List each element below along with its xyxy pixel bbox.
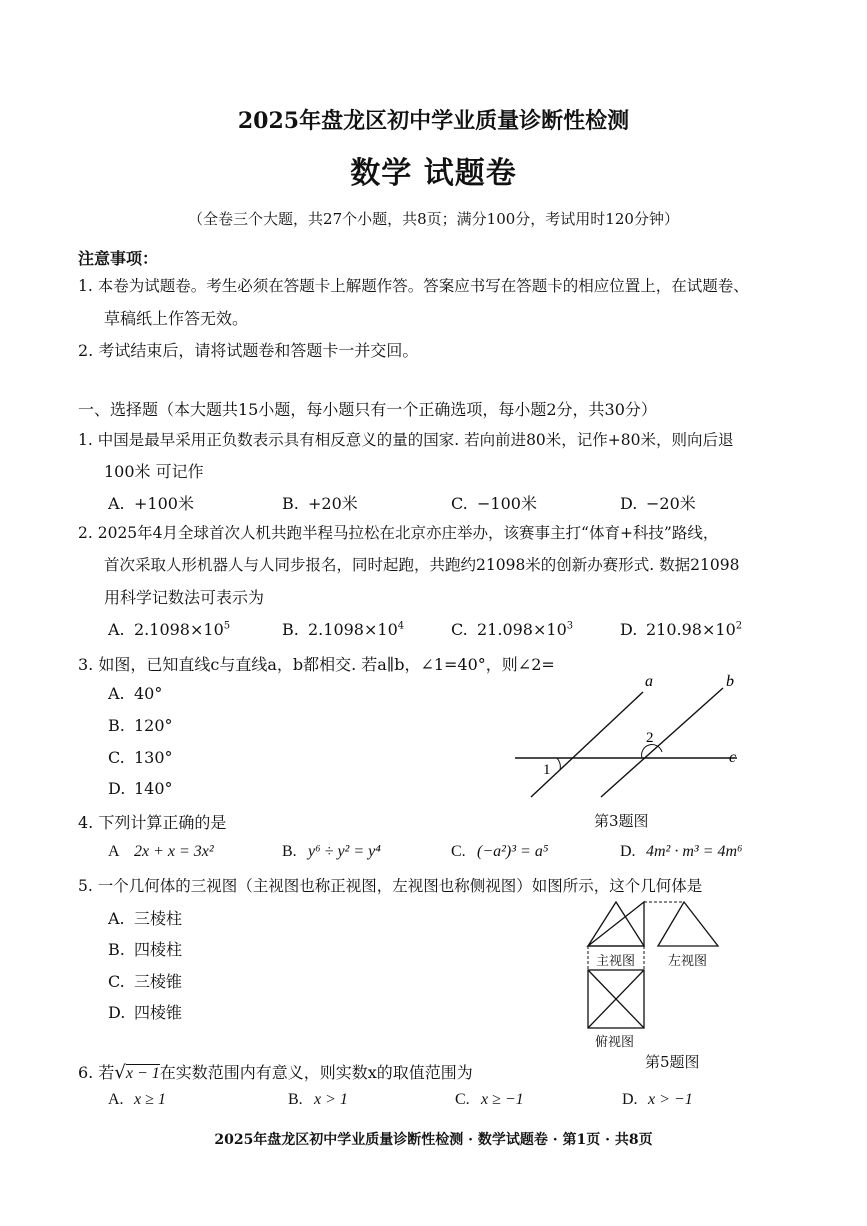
question-3-caption: 第3题图 bbox=[594, 812, 649, 830]
question-1-line-2: 100米 可记作 bbox=[104, 462, 204, 481]
question-4-option-c: C. (−a²)³ = a⁵ bbox=[451, 843, 549, 860]
question-3-option-a: A. 40° bbox=[108, 684, 163, 703]
notice-item-1: 1. 本卷为试题卷。考生必须在答题卡上解题作答。答案应书写在答题卡的相应位置上，在试题卷、 bbox=[78, 277, 749, 295]
label-1: 1 bbox=[543, 762, 551, 778]
question-3-option-d: D. 140° bbox=[108, 779, 173, 798]
question-1-option-a: A. +100米 bbox=[108, 494, 194, 513]
question-2-option-b: B. $2.1098\times 10^4$ bbox=[282, 620, 405, 639]
front-view-label: 主视图 bbox=[595, 950, 636, 969]
notice-heading: 注意事项： bbox=[78, 249, 159, 268]
question-4-stem: 4. 下列计算正确的是 bbox=[78, 813, 227, 832]
question-1-line-1: 1. 中国是最早采用正负数表示具有相反意义的量的国家. 若向前进80米，记作+80米，则向后退 bbox=[78, 431, 734, 449]
question-6-option-d: D. x > −1 bbox=[622, 1091, 693, 1108]
exam-info: （全卷三个大题，共27个小题，共8页；满分100分，考试用时120分钟） bbox=[188, 210, 679, 228]
left-view bbox=[658, 902, 718, 946]
question-3-stem: 3. 如图，已知直线c与直线a，b都相交. 若a∥b，∠1=40°，则∠2= bbox=[78, 655, 555, 674]
notice-item-1-cont: 草稿纸上作答无效。 bbox=[104, 309, 249, 328]
label-c: c bbox=[729, 749, 737, 766]
label-2: 2 bbox=[646, 730, 654, 746]
question-3-figure bbox=[505, 670, 755, 810]
line-a bbox=[531, 692, 643, 797]
question-1-option-d: D. −20米 bbox=[620, 494, 696, 513]
radicand: x − 1 bbox=[125, 1065, 160, 1082]
question-5-figure bbox=[580, 898, 730, 1048]
question-6-option-a: A. x ≥ 1 bbox=[108, 1091, 166, 1108]
question-3-option-c: C. 130° bbox=[108, 748, 173, 767]
question-1-option-b: B. +20米 bbox=[282, 494, 358, 513]
question-2-line-3: 用科学记数法可表示为 bbox=[104, 588, 265, 607]
question-4-option-b: B. y⁶ ÷ y² = y⁴ bbox=[282, 843, 381, 860]
question-4-option-a: A 2x + x = 3x² bbox=[108, 843, 214, 860]
angle-1-arc bbox=[557, 758, 560, 770]
top-view-label: 俯视图 bbox=[595, 1035, 635, 1050]
page-footer: 2025年盘龙区初中学业质量诊断性检测 · 数学试题卷 · 第1页 · 共8页 bbox=[214, 1132, 653, 1148]
question-2-option-c: C. $21.098\times 10^3$ bbox=[451, 620, 574, 639]
line-b bbox=[601, 688, 723, 797]
question-2-line-2: 首次采取人形机器人与人同步报名，同时起跑，共跑约21098米的创新办赛形式. 数据21098 bbox=[104, 556, 740, 574]
label-a: a bbox=[645, 673, 653, 690]
question-6-option-b: B. x > 1 bbox=[288, 1091, 348, 1108]
question-5-option-b: B. 四棱柱 bbox=[108, 940, 183, 959]
left-view-label: 左视图 bbox=[668, 954, 708, 969]
section-heading: 一、选择题（本大题共15小题，每小题只有一个正确选项，每小题2分，共30分） bbox=[78, 400, 657, 419]
question-4-option-d: D. 4m² · m³ = 4m⁶ bbox=[620, 843, 743, 860]
question-1-option-c: C. −100米 bbox=[451, 494, 537, 513]
question-2-option-d: D. $210.98\times 10^2$ bbox=[620, 620, 743, 639]
question-2-option-a: A. $2.1098\times 10^5$ bbox=[108, 620, 231, 639]
front-view bbox=[588, 902, 644, 946]
question-2-line-1: 2. 2025年4月全球首次人机共跑半程马拉松在北京亦庄举办，该赛事主打“体育+科技”路线， bbox=[78, 524, 719, 542]
question-5-option-a: A. 三棱柱 bbox=[108, 909, 183, 928]
question-3-option-b: B. 120° bbox=[108, 716, 173, 735]
question-6-option-c: C. x ≥ −1 bbox=[455, 1091, 524, 1108]
label-b: b bbox=[726, 673, 734, 690]
exam-title: 2025年盘龙区初中学业质量诊断性检测 bbox=[237, 108, 630, 134]
question-6-stem: 6. 若√x − 1在实数范围内有意义，则实数x的取值范围为 bbox=[78, 1062, 473, 1083]
question-5-stem: 5. 一个几何体的三视图（主视图也称正视图，左视图也称侧视图）如图所示，这个几何体是 bbox=[78, 877, 703, 895]
question-5-option-c: C. 三棱锥 bbox=[108, 972, 183, 991]
exam-subtitle: 数学 试题卷 bbox=[350, 156, 517, 191]
question-5-caption: 第5题图 bbox=[645, 1053, 700, 1071]
question-5-option-d: D. 四棱锥 bbox=[108, 1003, 183, 1022]
notice-item-2: 2. 考试结束后，请将试题卷和答题卡一并交回。 bbox=[78, 341, 419, 360]
